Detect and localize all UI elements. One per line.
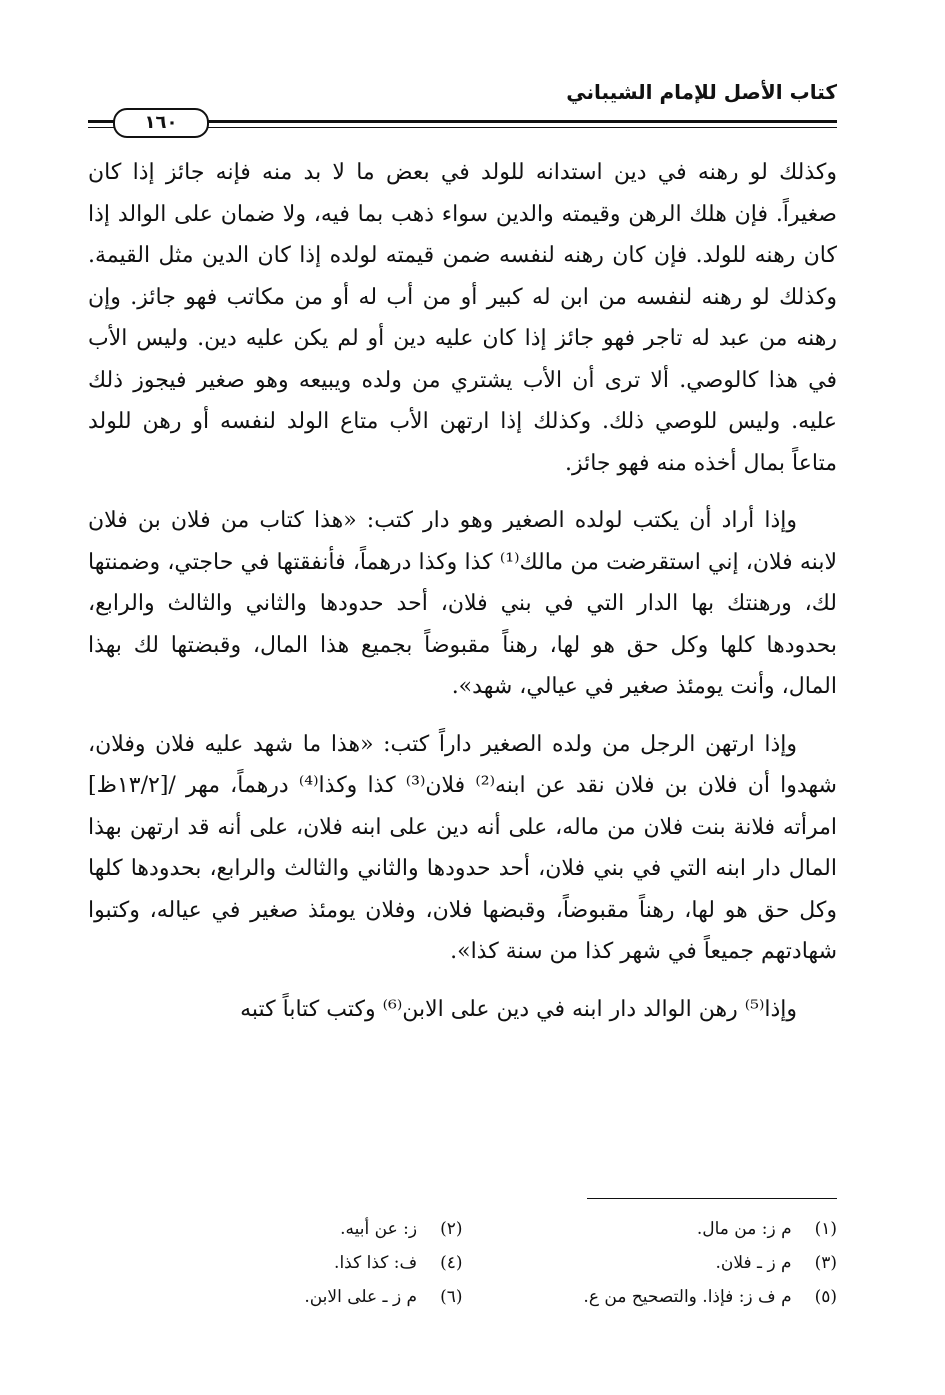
footnote-row: [88, 1212, 837, 1246]
footnote-row: [88, 1246, 837, 1280]
footnote-number: (٢): [440, 1219, 463, 1239]
main-text: [88, 152, 837, 1046]
footnote-number: (١): [814, 1219, 837, 1239]
footnote: [463, 1246, 838, 1280]
footnote: [88, 1280, 463, 1314]
running-title: كتاب الأصل للإمام الشيباني: [566, 80, 837, 104]
footnotes: [88, 1212, 837, 1314]
footnote-text: ز: عن أبيه.: [340, 1219, 418, 1239]
footnote-number: (٦): [440, 1287, 463, 1307]
footnote: [88, 1246, 463, 1280]
footnote: [463, 1212, 838, 1246]
footnote-separator: [587, 1198, 837, 1199]
footnote-text: ف: كذا كذا.: [334, 1253, 418, 1273]
footnote-text: م ف ز: فإذا. والتصحيح من ع.: [583, 1287, 792, 1307]
paragraph: وإذا أراد أن يكتب لولده الصغير وهو دار كتب: «هذا كتاب من فلان بن فلان لابنه فلان، إني استقرضت من مالك⁽¹⁾ كذا وكذا درهماً، فأنفقتها في حاجتي، وضمنتها لك، ورهنتك بها الدار التي في بني فلان، أحد حدودها والثاني والثالث والرابع، بحدودها كلها وكل حق هو لها، رهناً مقبوضاً بجميع هذا المال، وقبضتها لك بهذا المال، وأنت يومئذ صغير في عيالي، شهد».: [88, 508, 837, 699]
paragraph: وإذا ارتهن الرجل من ولده الصغير داراً كتب: «هذا ما شهد عليه فلان وفلان، شهدوا أن فلان بن فلان نقد عن ابنه⁽²⁾ فلان⁽³⁾ كذا وكذا⁽⁴⁾ درهماً، مهر /[١٣/٢ظ] امرأته فلانة بنت فلان من ماله، على أنه دين على ابنه فلان، على أنه قد ارتهن بهذا المال دار ابنه التي في بني فلان، أحد حدودها والثاني والثالث والرابع، بحدودها كلها وكل حق هو لها، رهناً مقبوضاً، وقبضها فلان، وفلان يومئذ صغير في عياله، وكتبوا شهادتهم جميعاً في شهر كذا من سنة كذا».: [88, 731, 837, 964]
footnote-text: م ز ـ على الابن.: [304, 1287, 418, 1307]
footnote-number: (٤): [440, 1253, 463, 1273]
footnote-number: (٣): [814, 1253, 837, 1273]
footnote-number: (٥): [814, 1287, 837, 1307]
page-number: ١٦٠: [113, 108, 209, 138]
footnote-text: م ز: من مال.: [696, 1219, 792, 1239]
paragraph: وكذلك لو رهنه في دين استدانه للولد في بعض ما لا بد منه فإنه جائز إذا كان صغيراً. فإن هلك الرهن وقيمته والدين سواء ذهب بما فيه، ولا ضمان على الوالد إذا كان رهنه للولد. فإن كان رهنه لنفسه ضمن قيمته لولده إذا كان الدين مثل القيمة. وكذلك لو رهنه لنفسه من ابن له كبير أو من أب له أو من مكاتب فهو جائز. وإن رهنه من عبد له تاجر فهو جائز إذا كان عليه دين أو لم يكن عليه دين. وليس الأب في هذا كالوصي. ألا ترى أن الأب يشتري من ولده ويبيعه وهو صغير فيجوز ذلك عليه. وليس للوصي ذلك. وكذلك إذا ارتهن الأب متاع الولد لنفسه أو رهن للولد متاعاً بمال أخذه منه فهو جائز.: [88, 160, 838, 476]
footnote-row: [88, 1280, 837, 1314]
footnote: [88, 1212, 463, 1246]
footnote-text: م ز ـ فلان.: [715, 1253, 792, 1273]
paragraph: وإذا⁽⁵⁾ رهن الوالد دار ابنه في دين على الابن⁽⁶⁾ وكتب كتاباً كتبه: [240, 996, 797, 1022]
page-header: [88, 80, 837, 135]
footnote: [463, 1280, 838, 1314]
